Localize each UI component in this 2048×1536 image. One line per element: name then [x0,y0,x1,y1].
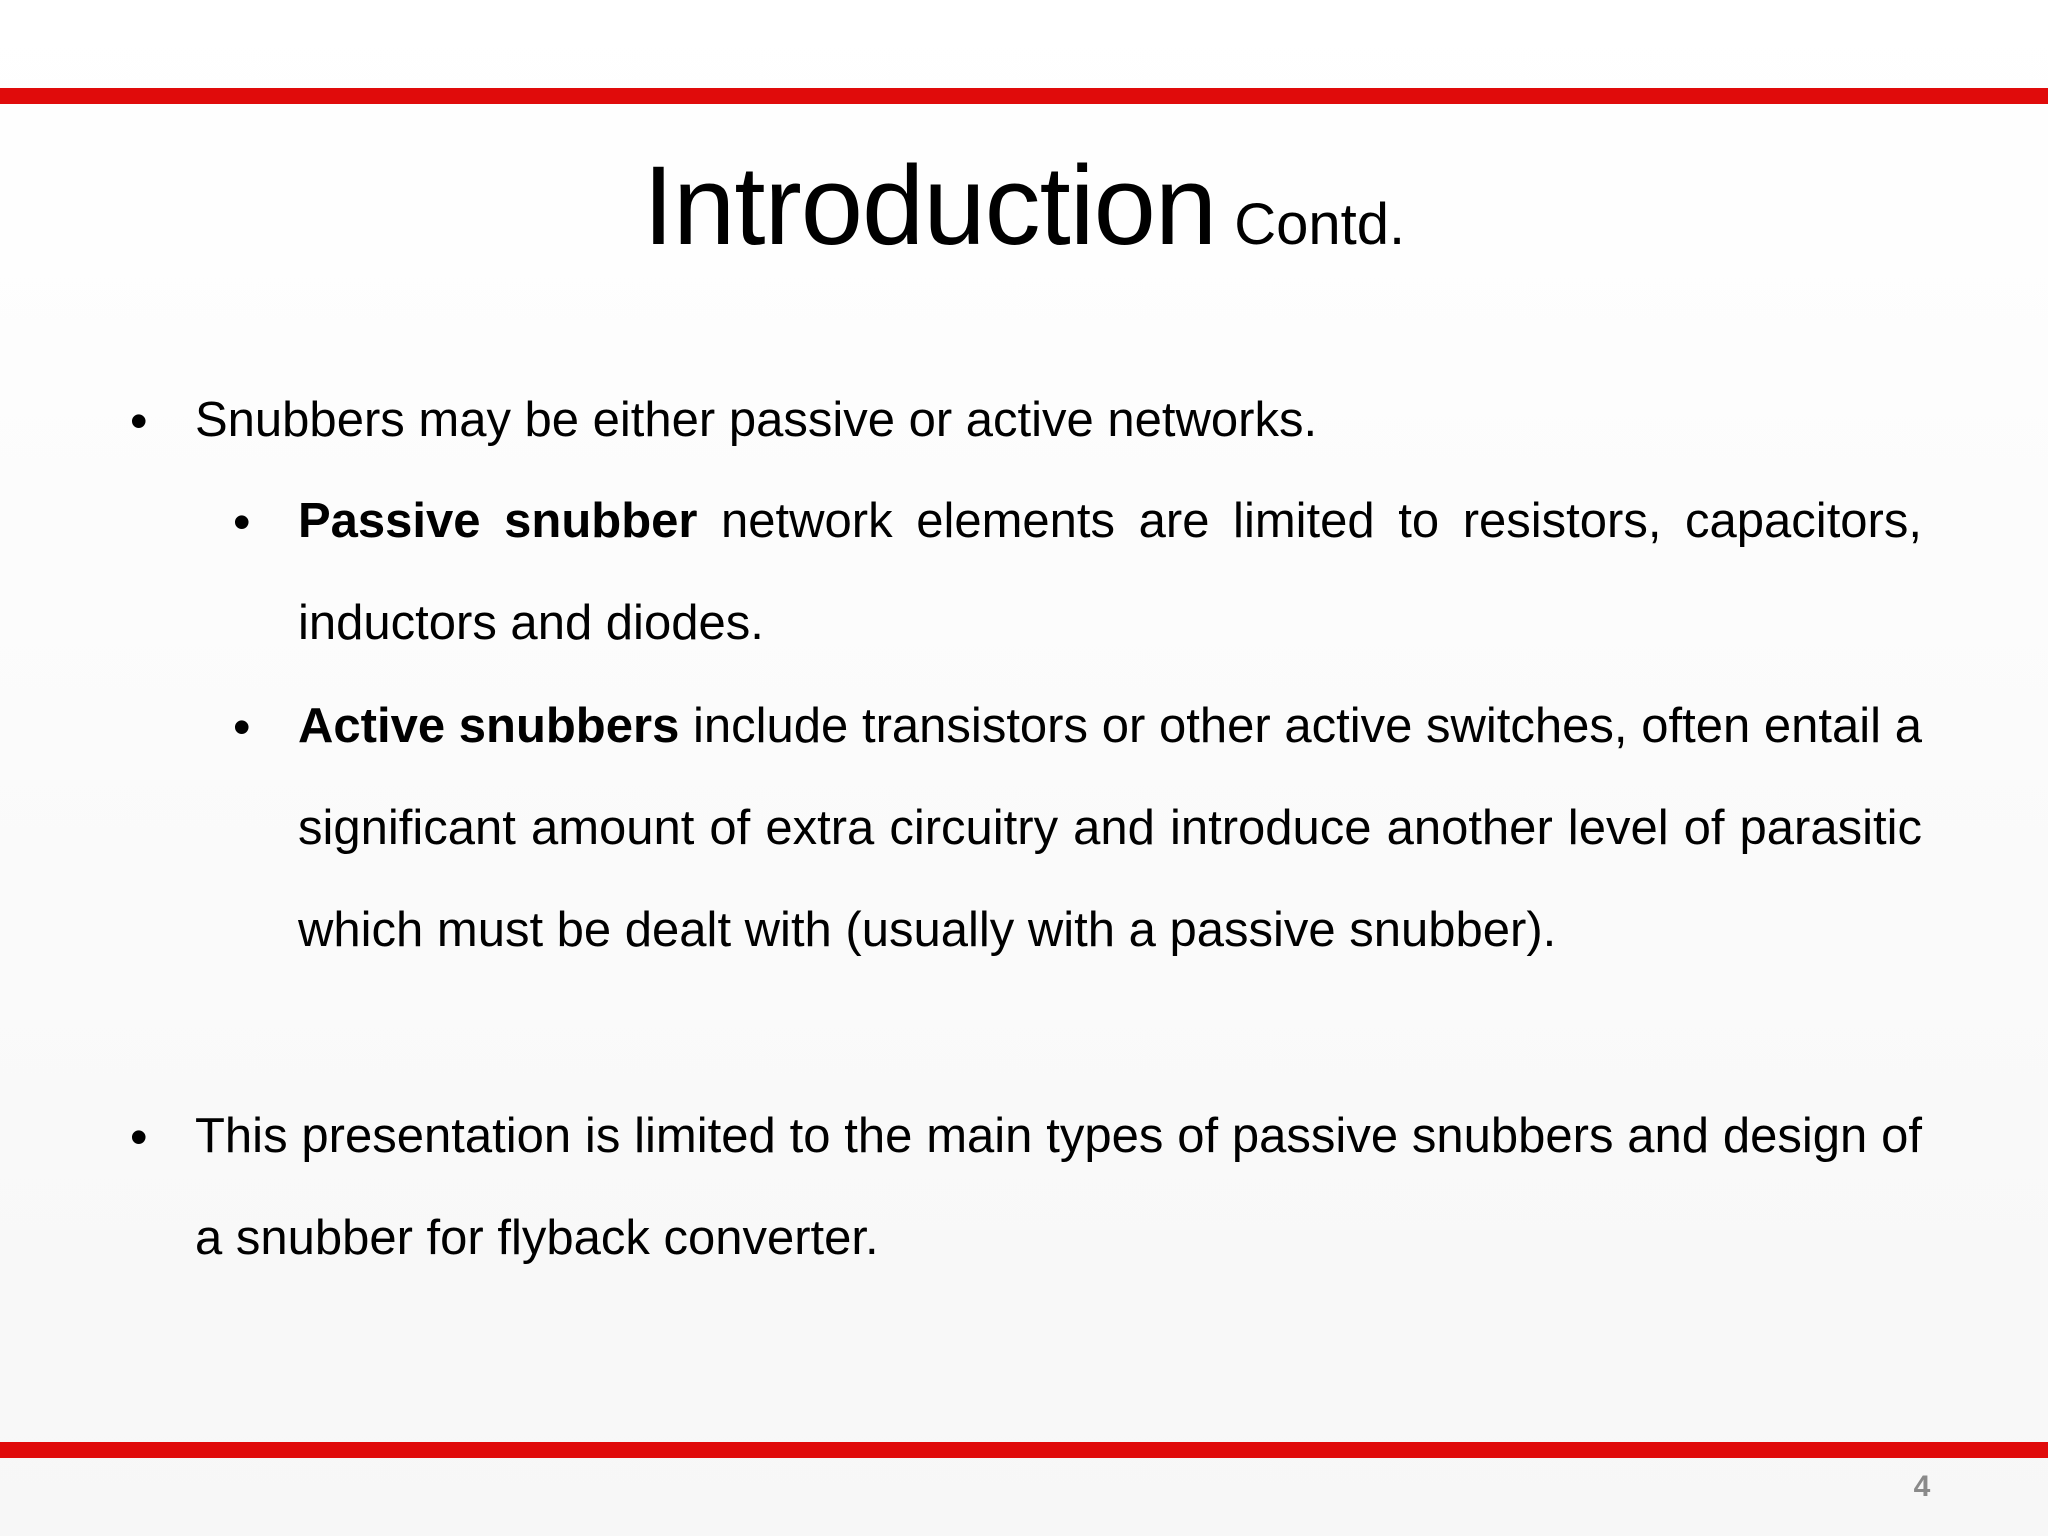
bullet-text-snubber-types: Snubbers may be either passive or active networks. [195,393,1318,447]
sub-bullet-active-snubber [298,675,1922,981]
bullet-marker: • [130,1109,148,1165]
passive-snubber-description: network elements are limited to resistors, capacitors, inductors and diodes. [298,494,1922,650]
active-snubber-term: Active snubbers [298,699,680,753]
page-number: 4 [1913,1470,1931,1503]
title-main: Introduction [642,143,1217,268]
passive-snubber-term: Passive snubber [298,494,698,548]
sub-bullet-marker: • [233,699,251,755]
sub-bullet-marker: • [233,494,251,550]
sub-bullet-passive-snubber [298,470,1922,674]
bullet-text-presentation-scope: This presentation is limited to the main types of passive snubbers and design of a snubber for flyback converter. [195,1109,1922,1265]
bottom-accent-rule [0,1442,2048,1458]
title-suffix: Contd. [1234,192,1406,257]
bullet-marker: • [130,393,148,449]
active-snubber-description: include transistors or other active switches, often entail a significant amount of extra circuitry and introduce another level of parasitic which must be dealt with (usually with a passive snubber). [298,699,1922,957]
